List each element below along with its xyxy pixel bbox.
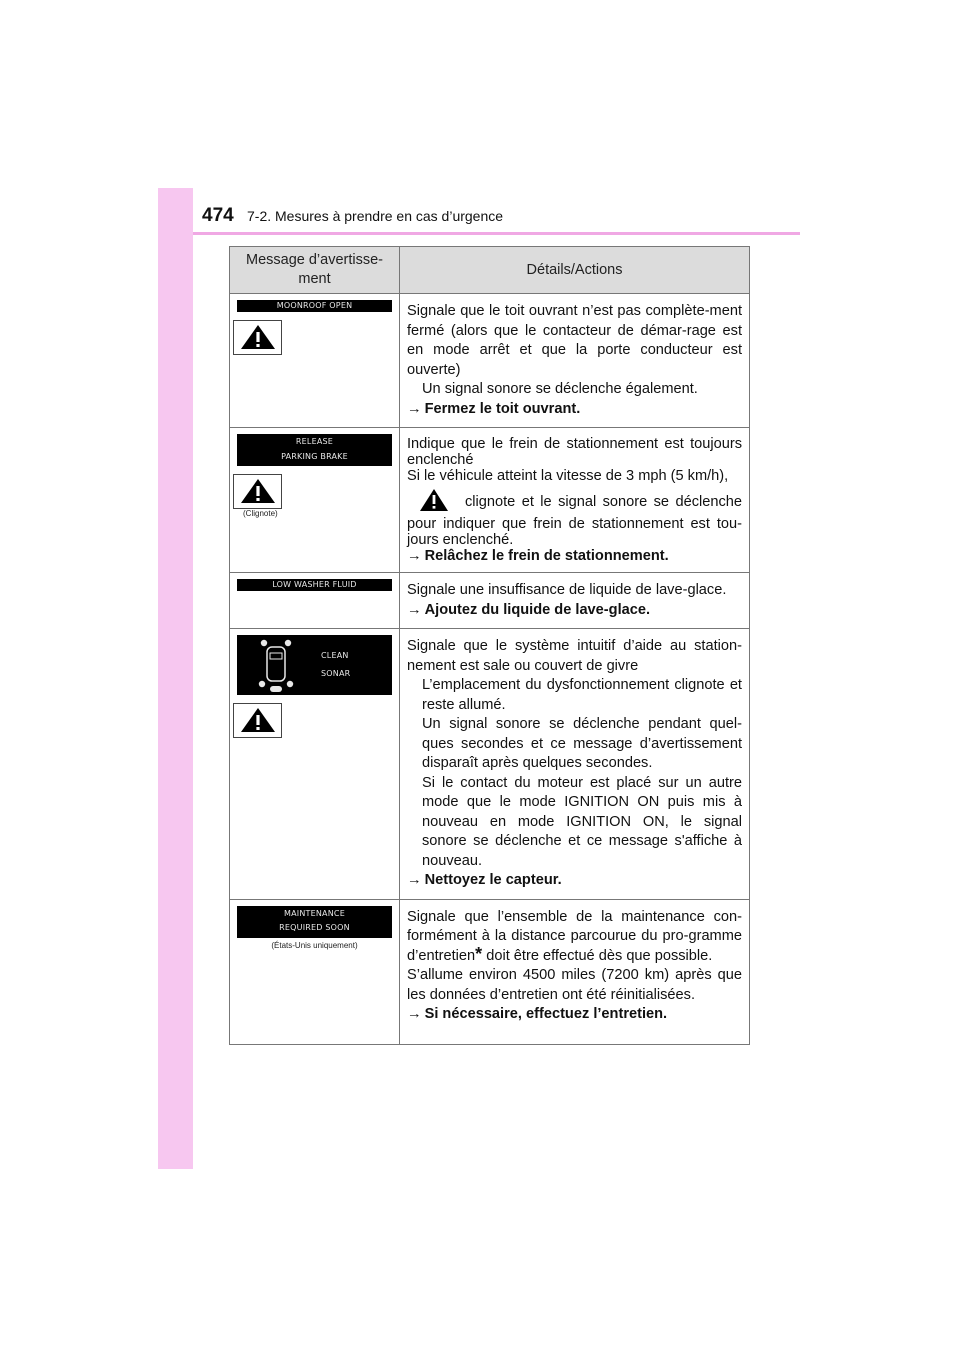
- details-cell: [400, 899, 750, 1044]
- region-caption: (États-Unis uniquement): [271, 940, 358, 950]
- display-clean-sonar: CLEAN SONAR: [237, 635, 392, 695]
- vehicle-sonar-icon: [237, 635, 317, 695]
- message-cell: [230, 294, 400, 428]
- details-cell: [400, 573, 750, 629]
- message-cell: [230, 899, 400, 1044]
- table-row: [230, 294, 750, 428]
- side-thumb-band: [158, 188, 193, 1169]
- table-header-row: [230, 247, 750, 294]
- details-cell: [400, 629, 750, 900]
- details-text: Signale que le toit ouvrant n’est pas complète-ment fermé (alors que le contacteur de démar-rage est en mode arrêt et que la porte conducteur est ouverte): [407, 303, 742, 378]
- message-cell: [230, 629, 400, 900]
- details-text: Signale que le système intuitif d’aide au station-nement est sale ou couvert de givre: [407, 638, 742, 674]
- display-release-parking-brake: RELEASE PARKING BRAKE: [237, 434, 392, 466]
- column-header-details: Détails/Actions: [400, 247, 750, 294]
- message-cell: [230, 573, 400, 629]
- action-text: → Relâchez le frein de stationnement.: [407, 548, 669, 564]
- blink-caption: (Clignote): [243, 509, 278, 518]
- action-text: → Nettoyez le capteur.: [407, 872, 562, 888]
- details-text: Signale que l’ensemble de la maintenance con-formément à la distance parcourue du pro-gramme d’entretien* doit être effectué dès que possible.: [407, 908, 742, 964]
- details-text: clignote et le signal sonore se déclenche pour indiquer que frein de stationnement est tou-jours enclenché.: [407, 488, 742, 548]
- warning-triangle-icon: [233, 320, 282, 355]
- table-row: [230, 629, 750, 900]
- action-text: → Fermez le toit ouvrant.: [407, 400, 581, 417]
- details-note: Si le contact du moteur est placé sur un autre mode que le mode IGNITION ON puis mis à nouveau en mode IGNITION ON, le signal sonore se déclenche et ce message s'affiche à nouveau.: [422, 774, 742, 869]
- table-row: [230, 899, 750, 1044]
- page-number: 474: [202, 205, 234, 226]
- details-text: Signale une insuffisance de liquide de lave-glace.: [407, 582, 727, 598]
- warning-messages-table: [229, 246, 750, 1045]
- table-row: [230, 428, 750, 573]
- details-text: Indique que le frein de stationnement est toujours enclenché: [407, 436, 742, 468]
- warning-triangle-icon: [233, 703, 282, 738]
- message-cell: [230, 428, 400, 573]
- action-text: → Ajoutez du liquide de lave-glace.: [407, 601, 651, 618]
- arrow-icon: →: [407, 400, 422, 417]
- details-text: S’allume environ 4500 miles (7200 km) après que les données d’entretien ont été réinitialisées.: [407, 967, 742, 1003]
- details-note: Un signal sonore se déclenche également.: [422, 381, 698, 397]
- details-cell: [400, 294, 750, 428]
- details-text: Si le véhicule atteint la vitesse de 3 mph (5 km/h),: [407, 468, 729, 484]
- column-header-message: Message d’avertisse-ment: [230, 247, 400, 294]
- chapter-title: 7-2. Mesures à prendre en cas d’urgence: [247, 208, 504, 224]
- warning-triangle-icon: [233, 474, 282, 509]
- details-note: Un signal sonore se déclenche pendant quel-ques secondes et ce message d’avertissement disparaît après quelques secondes.: [422, 716, 742, 771]
- table-row: [230, 573, 750, 629]
- display-moonroof-open: MOONROOF OPEN: [237, 300, 392, 312]
- footnote-star: *: [475, 943, 483, 964]
- warning-triangle-icon: [419, 488, 449, 516]
- details-cell: [400, 428, 750, 573]
- display-low-washer-fluid: LOW WASHER FLUID: [237, 579, 392, 591]
- header-rule: [193, 232, 800, 235]
- display-maintenance-required-soon: MAINTENANCE REQUIRED SOON: [237, 906, 392, 938]
- action-text: → Si nécessaire, effectuez l’entretien.: [407, 1006, 668, 1022]
- details-note: L’emplacement du dysfonctionnement clignote et reste allumé.: [422, 677, 742, 713]
